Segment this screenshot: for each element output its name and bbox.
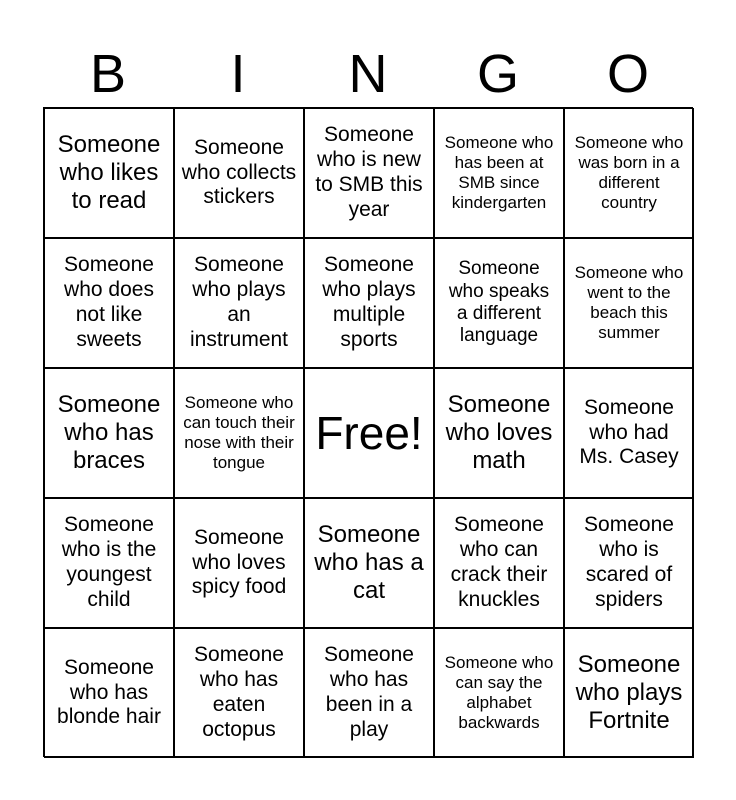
header-letter-i: I: [230, 44, 246, 104]
bingo-cell-i4[interactable]: Someone who loves spicy food: [174, 498, 304, 628]
bingo-cell-o1[interactable]: Someone who was born in a different country: [564, 108, 694, 238]
bingo-cell-n4[interactable]: Someone who has a cat: [304, 498, 434, 628]
bingo-cell-o3[interactable]: Someone who had Ms. Casey: [564, 368, 694, 498]
bingo-cell-i2[interactable]: Someone who plays an instrument: [174, 238, 304, 368]
bingo-cell-n2[interactable]: Someone who plays multiple sports: [304, 238, 434, 368]
bingo-cell-free[interactable]: Free!: [304, 368, 434, 498]
bingo-cell-o2[interactable]: Someone who went to the beach this summer: [564, 238, 694, 368]
header-letter-b: B: [89, 44, 127, 104]
bingo-cell-i3[interactable]: Someone who can touch their nose with their tongue: [174, 368, 304, 498]
bingo-cell-g3[interactable]: Someone who loves math: [434, 368, 564, 498]
header-letter-o: O: [606, 44, 649, 104]
bingo-cell-o4[interactable]: Someone who is scared of spiders: [564, 498, 694, 628]
bingo-header: [43, 40, 693, 108]
bingo-cell-n1[interactable]: Someone who is new to SMB this year: [304, 108, 434, 238]
bingo-cell-o5[interactable]: Someone who plays Fortnite: [564, 628, 694, 758]
bingo-board: [43, 107, 693, 757]
bingo-cell-b4[interactable]: Someone who is the youngest child: [44, 498, 174, 628]
bingo-cell-b2[interactable]: Someone who does not like sweets: [44, 238, 174, 368]
bingo-cell-g5[interactable]: Someone who can say the alphabet backwards: [434, 628, 564, 758]
bingo-cell-i1[interactable]: Someone who collects stickers: [174, 108, 304, 238]
bingo-cell-g2[interactable]: Someone who speaks a different language: [434, 238, 564, 368]
bingo-cell-g1[interactable]: Someone who has been at SMB since kindergarten: [434, 108, 564, 238]
header-letter-n: N: [348, 44, 388, 104]
bingo-cell-i5[interactable]: Someone who has eaten octopus: [174, 628, 304, 758]
bingo-cell-g4[interactable]: Someone who can crack their knuckles: [434, 498, 564, 628]
bingo-cell-b5[interactable]: Someone who has blonde hair: [44, 628, 174, 758]
bingo-cell-b3[interactable]: Someone who has braces: [44, 368, 174, 498]
bingo-cell-n5[interactable]: Someone who has been in a play: [304, 628, 434, 758]
header-letter-g: G: [476, 44, 519, 104]
bingo-cell-b1[interactable]: Someone who likes to read: [44, 108, 174, 238]
